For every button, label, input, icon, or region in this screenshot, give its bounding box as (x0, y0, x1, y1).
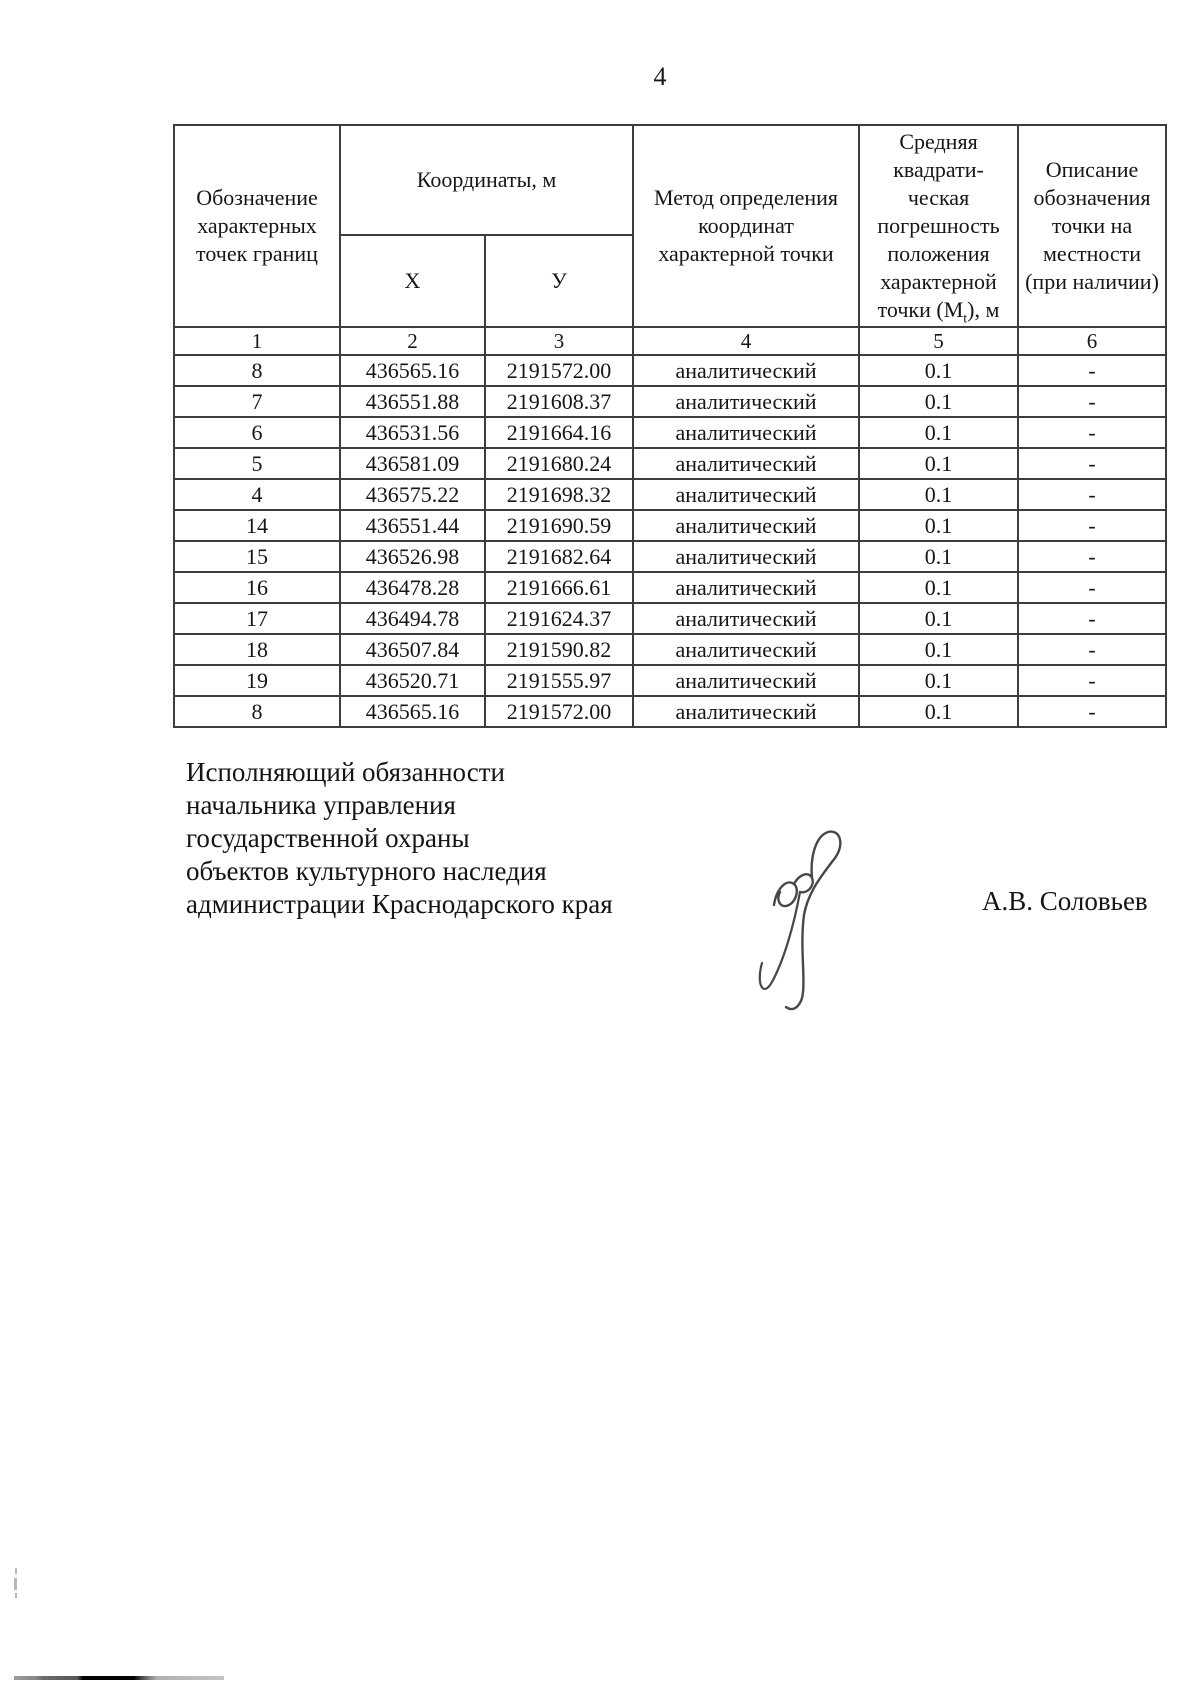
column-number: 5 (859, 327, 1018, 355)
cell-y: 2191690.59 (485, 510, 633, 541)
cell-point: 6 (174, 417, 340, 448)
header-rms-error-subscript: t (963, 311, 968, 327)
cell-error: 0.1 (859, 572, 1018, 603)
cell-description: - (1018, 696, 1166, 727)
signatory-title-line: Исполняющий обязанности (186, 757, 505, 787)
table-header-row-top (174, 125, 1166, 235)
cell-point: 14 (174, 510, 340, 541)
cell-x: 436551.88 (340, 386, 485, 417)
column-number: 3 (485, 327, 633, 355)
table-row (174, 665, 1166, 696)
cell-y: 2191682.64 (485, 541, 633, 572)
cell-method: аналитический (633, 665, 859, 696)
cell-x: 436520.71 (340, 665, 485, 696)
scan-artifact-dash (15, 1593, 17, 1598)
cell-point: 18 (174, 634, 340, 665)
cell-error: 0.1 (859, 448, 1018, 479)
signatory-title-line: государственной охраны (186, 823, 470, 853)
cell-x: 436575.22 (340, 479, 485, 510)
table-row (174, 510, 1166, 541)
cell-x: 436531.56 (340, 417, 485, 448)
cell-method: аналитический (633, 417, 859, 448)
cell-point: 16 (174, 572, 340, 603)
signatory-title-line: администрации Краснодарского края (186, 889, 613, 919)
header-description: Описание обозначения точки на местности (при наличии) (1018, 125, 1166, 327)
coordinates-table (173, 124, 1167, 728)
header-point-designation: Обозначение характерных точек границ (174, 125, 340, 327)
cell-x: 436581.09 (340, 448, 485, 479)
signatory-title-line: объектов культурного наследия (186, 856, 547, 886)
cell-method: аналитический (633, 448, 859, 479)
cell-description: - (1018, 665, 1166, 696)
cell-method: аналитический (633, 510, 859, 541)
cell-description: - (1018, 634, 1166, 665)
signatory-title (186, 756, 746, 921)
table-row (174, 386, 1166, 417)
header-rms-error-tail: ), м (967, 297, 1000, 322)
cell-point: 4 (174, 479, 340, 510)
column-number-row (174, 327, 1166, 355)
cell-method: аналитический (633, 572, 859, 603)
cell-description: - (1018, 510, 1166, 541)
cell-y: 2191608.37 (485, 386, 633, 417)
cell-y: 2191572.00 (485, 355, 633, 386)
cell-x: 436551.44 (340, 510, 485, 541)
cell-description: - (1018, 479, 1166, 510)
cell-description: - (1018, 448, 1166, 479)
scan-artifact-line (14, 1676, 224, 1680)
cell-point: 8 (174, 355, 340, 386)
column-number: 4 (633, 327, 859, 355)
cell-y: 2191555.97 (485, 665, 633, 696)
header-rms-error-text: Средняя квадрати-ческая погрешность положения характерной точки (М (877, 129, 1000, 322)
cell-method: аналитический (633, 603, 859, 634)
header-coordinates-group: Координаты, м (340, 125, 633, 235)
table-row (174, 479, 1166, 510)
cell-y: 2191664.16 (485, 417, 633, 448)
cell-error: 0.1 (859, 634, 1018, 665)
cell-method: аналитический (633, 355, 859, 386)
cell-error: 0.1 (859, 386, 1018, 417)
cell-method: аналитический (633, 541, 859, 572)
cell-description: - (1018, 603, 1166, 634)
cell-description: - (1018, 572, 1166, 603)
page-number: 4 (653, 62, 667, 91)
cell-x: 436494.78 (340, 603, 485, 634)
table-row (174, 634, 1166, 665)
cell-y: 2191666.61 (485, 572, 633, 603)
cell-error: 0.1 (859, 510, 1018, 541)
cell-error: 0.1 (859, 665, 1018, 696)
cell-y: 2191572.00 (485, 696, 633, 727)
header-method: Метод определения координат характерной точки (633, 125, 859, 327)
signatory-name: А.В. Соловьев (982, 886, 1148, 916)
cell-point: 8 (174, 696, 340, 727)
cell-error: 0.1 (859, 541, 1018, 572)
cell-y: 2191590.82 (485, 634, 633, 665)
cell-description: - (1018, 417, 1166, 448)
cell-point: 7 (174, 386, 340, 417)
cell-method: аналитический (633, 634, 859, 665)
table-row (174, 541, 1166, 572)
table-row (174, 417, 1166, 448)
cell-x: 436526.98 (340, 541, 485, 572)
cell-y: 2191680.24 (485, 448, 633, 479)
column-number: 6 (1018, 327, 1166, 355)
scan-artifact-dash (14, 1578, 17, 1590)
cell-point: 19 (174, 665, 340, 696)
cell-point: 17 (174, 603, 340, 634)
column-number: 2 (340, 327, 485, 355)
table-row (174, 696, 1166, 727)
cell-error: 0.1 (859, 355, 1018, 386)
header-rms-error (859, 125, 1018, 327)
cell-error: 0.1 (859, 417, 1018, 448)
cell-description: - (1018, 386, 1166, 417)
signatory-title-line: начальника управления (186, 790, 456, 820)
table-row (174, 572, 1166, 603)
cell-point: 5 (174, 448, 340, 479)
cell-x: 436478.28 (340, 572, 485, 603)
cell-method: аналитический (633, 696, 859, 727)
cell-x: 436565.16 (340, 696, 485, 727)
cell-x: 436507.84 (340, 634, 485, 665)
table-row (174, 448, 1166, 479)
handwritten-signature (758, 800, 853, 1015)
cell-y: 2191698.32 (485, 479, 633, 510)
cell-y: 2191624.37 (485, 603, 633, 634)
cell-error: 0.1 (859, 696, 1018, 727)
column-number: 1 (174, 327, 340, 355)
cell-description: - (1018, 541, 1166, 572)
cell-method: аналитический (633, 479, 859, 510)
cell-error: 0.1 (859, 479, 1018, 510)
scan-artifact-dash (15, 1568, 17, 1574)
cell-method: аналитический (633, 386, 859, 417)
signature-stroke-tail (760, 892, 800, 989)
header-y: У (485, 235, 633, 327)
cell-description: - (1018, 355, 1166, 386)
table-row (174, 603, 1166, 634)
cell-x: 436565.16 (340, 355, 485, 386)
cell-point: 15 (174, 541, 340, 572)
header-x: Х (340, 235, 485, 327)
cell-error: 0.1 (859, 603, 1018, 634)
table-row (174, 355, 1166, 386)
